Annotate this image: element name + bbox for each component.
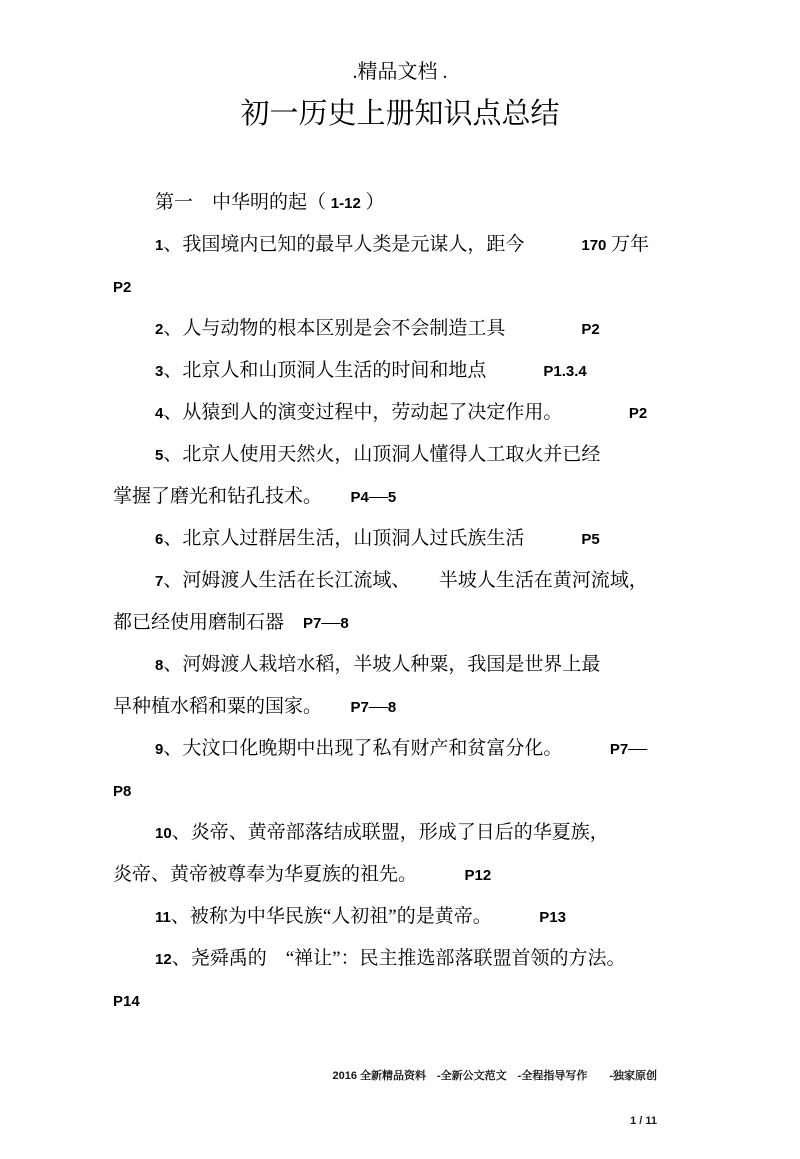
text-line: 5、北京人使用天然火，山顶洞人懂得人工取火并已经	[155, 444, 601, 465]
latin-text: 170	[581, 237, 607, 254]
latin-text: P13	[539, 909, 566, 926]
text-line	[113, 266, 753, 308]
page-number: 1 / 11	[630, 1115, 657, 1127]
doc-footer	[332, 1039, 657, 1159]
latin-text: 10	[155, 825, 172, 842]
text-line: 都已经使用磨制石器 P7—8	[113, 612, 349, 633]
text-line: 11、被称为中华民族“人初祖”的是黄帝。 P13	[155, 906, 566, 927]
text-line: 3、北京人和山顶洞人生活的时间和地点 P1.3.4	[155, 360, 587, 381]
text-line: 12、尧舜禹的 “禅让”：民主推选部落联盟首领的方法。	[155, 948, 626, 969]
latin-text: P7	[609, 741, 629, 758]
latin-text: P14	[113, 993, 140, 1010]
latin-text: 6	[155, 531, 164, 548]
latin-text: 9	[155, 741, 164, 758]
latin-text: 8	[340, 615, 349, 632]
text-line	[113, 980, 753, 1022]
latin-text: P2	[628, 405, 648, 422]
doc-header-watermark: .精品文档 .	[352, 61, 448, 83]
latin-text: 5	[155, 447, 164, 464]
text-line: 4、从猿到人的演变过程中，劳动起了决定作用。 P2	[155, 402, 648, 423]
text-line: 第一 中华明的起（ 1-12 ）	[155, 192, 385, 213]
text-line: 8、河姆渡人栽培水稻，半坡人种粟，我国是世界上最	[155, 654, 601, 675]
latin-text: P7	[350, 699, 369, 716]
text-line: 7、河姆渡人生活在长江流域、 半坡人生活在黄河流域，	[155, 570, 648, 591]
document-body	[113, 182, 753, 1022]
footer-credits: 2016 全新精品资料 -全新公文范文 -全程指导写作 -独家原创	[332, 1070, 657, 1082]
text-line: 早种植水稻和粟的国家。 P7—8	[113, 696, 397, 717]
latin-text: 12	[155, 951, 172, 968]
text-line	[113, 770, 753, 812]
text-line: 炎帝、黄帝被尊奉为华夏族的祖先。 P12	[113, 864, 492, 885]
latin-text: P4	[350, 489, 369, 506]
latin-text: 8	[155, 657, 164, 674]
latin-text: 8	[387, 699, 397, 716]
text-line: 10、炎帝、黄帝部落结成联盟，形成了日后的华夏族，	[155, 822, 609, 843]
latin-text: P1.3.4	[543, 363, 587, 380]
text-line: 2、人与动物的根本区别是会不会制造工具 P2	[155, 318, 600, 339]
latin-text: 1	[155, 237, 164, 254]
latin-text: P5	[581, 531, 600, 548]
latin-text: P7	[303, 615, 322, 632]
text-line: 9、大汶口化晚期中出现了私有财产和贫富分化。 P7—	[155, 738, 648, 759]
latin-text: 4	[155, 405, 164, 422]
text-line: 1、我国境内已知的最早人类是元谋人，距今 170 万年	[155, 234, 650, 255]
latin-text: 2	[155, 321, 164, 338]
text-line: 掌握了磨光和钻孔技术。 P4—5	[113, 486, 397, 507]
latin-text: 11	[155, 909, 171, 926]
latin-text: P8	[113, 783, 132, 800]
latin-text: 1-12	[330, 195, 361, 212]
latin-text: P2	[581, 321, 600, 338]
latin-text: 3	[155, 363, 164, 380]
page-title: 初一历史上册知识点总结	[240, 98, 560, 130]
latin-text: P2	[113, 279, 132, 296]
latin-text: P12	[464, 867, 492, 884]
latin-text: 7	[155, 573, 164, 590]
latin-text: 5	[387, 489, 397, 506]
text-line: 6、北京人过群居生活，山顶洞人过氏族生活 P5	[155, 528, 600, 549]
